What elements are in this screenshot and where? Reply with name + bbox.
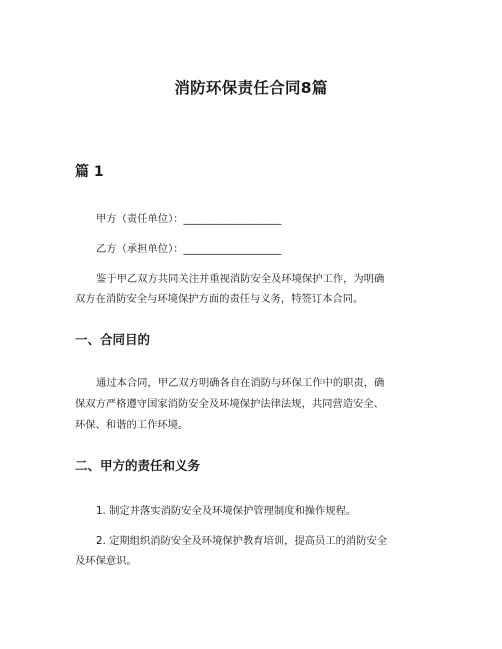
purpose-line-3: 环保、和谐的工作环境。 (75, 419, 189, 431)
purpose-line-2: 保双方严格遵守国家消防安全及环境保护法律法规，共同营造安全、 (75, 398, 384, 410)
heading-contract-purpose: 一、合同目的 (75, 332, 151, 347)
duty-item-2-line-1: 2. 定期组织消防安全及环境保护教育培训，提高员工的消防安全 (96, 535, 388, 547)
purpose-line-1: 通过本合同，甲乙双方明确各自在消防与环保工作中的职责，确 (96, 377, 385, 389)
section-heading: 篇 1 (75, 164, 104, 180)
preamble-line-2: 双方在消防安全与环境保护方面的责任与义务，特签订本合同。 (75, 293, 364, 305)
party-a-line: 甲方（责任单位）：___________________ (96, 213, 282, 225)
heading-party-a-duties: 二、甲方的责任和义务 (75, 458, 201, 473)
preamble-line-1: 鉴于甲乙双方共同关注并重视消防安全及环境保护工作，为明确 (96, 273, 385, 285)
document-title: 消防环保责任合同8篇 (174, 79, 328, 97)
party-b-line: 乙方（承担单位）：___________________ (96, 243, 282, 255)
duty-item-1: 1. 制定并落实消防安全及环境保护管理制度和操作规程。 (96, 505, 357, 517)
duty-item-2-line-2: 及环保意识。 (75, 555, 137, 567)
